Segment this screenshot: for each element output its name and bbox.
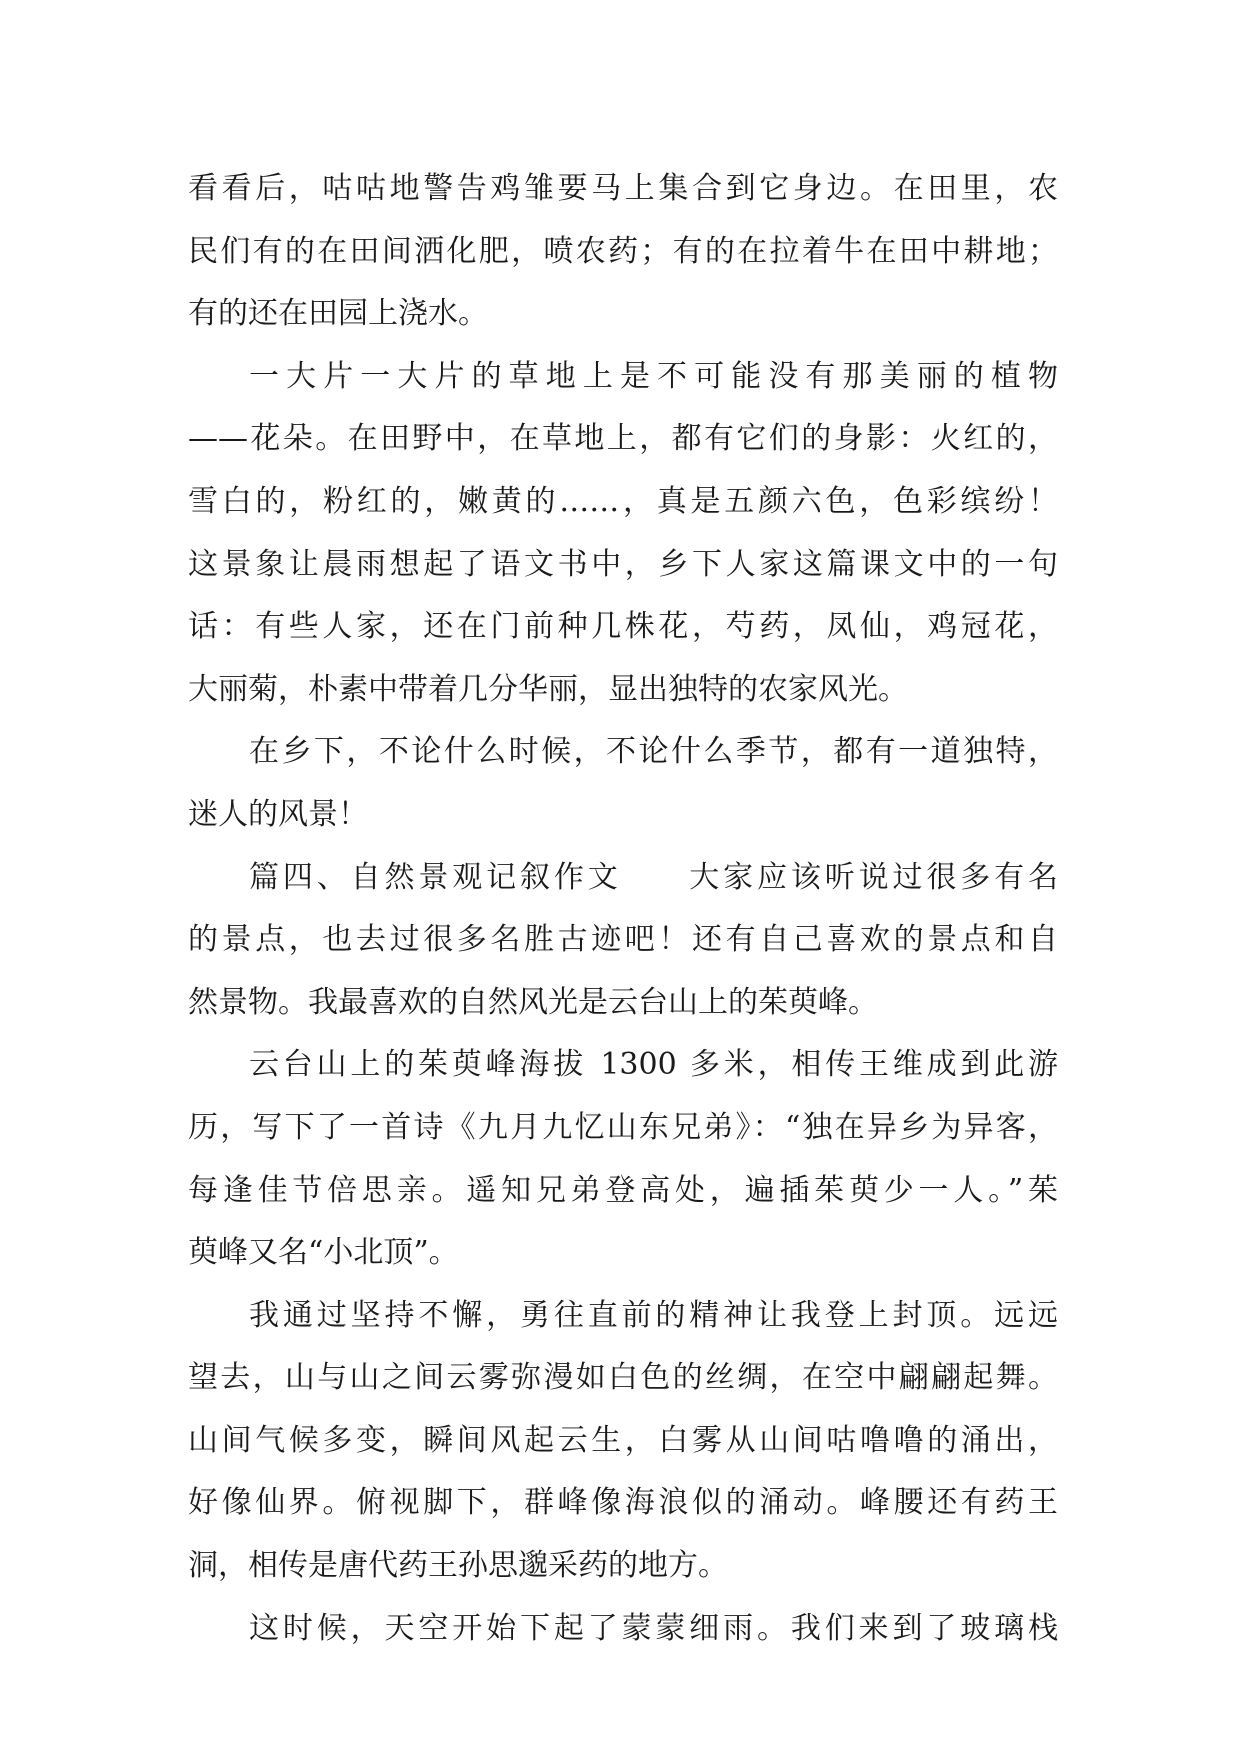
- text-line: 洞，相传是唐代药王孙思邈采药的地方。: [188, 1548, 728, 1584]
- text-line: ——花朵。在田野中，在草地上，都有它们的身影：火红的，: [188, 421, 1058, 457]
- text-line: 好像仙界。俯视脚下，群峰像海浪似的涌动。峰腰还有药王: [188, 1485, 1058, 1521]
- text-line: 迷人的风景！: [188, 796, 368, 832]
- text-line: 的景点，也去过很多名胜古迹吧！还有自己喜欢的景点和自: [188, 922, 1058, 958]
- text-line: 这景象让晨雨想起了语文书中，乡下人家这篇课文中的一句: [188, 546, 1058, 582]
- text-line: 大丽菊，朴素中带着几分华丽，显出独特的农家风光。: [188, 671, 908, 707]
- text-line: 望去，山与山之间云雾弥漫如白色的丝绸，在空中翩翩起舞。: [188, 1360, 1058, 1396]
- text-line: 看看后，咕咕地警告鸡雏要马上集合到它身边。在田里，农: [188, 171, 1058, 206]
- text-line: 这时候，天空开始下起了蒙蒙细雨。我们来到了玻璃栈: [249, 1610, 1058, 1646]
- text-line: 有的还在田园上浇水。: [188, 296, 488, 332]
- text-line: 雪白的，粉红的，嫩黄的……，真是五颜六色，色彩缤纷！: [188, 483, 1058, 519]
- text-line: 在乡下，不论什么时候，不论什么季节，都有一道独特，: [249, 734, 1058, 770]
- text-line: 萸峰又名“小北顶”。: [188, 1235, 459, 1271]
- text-line: 一大片一大片的草地上是不可能没有那美丽的植物: [249, 358, 1058, 394]
- text-line: 我通过坚持不懈，勇往直前的精神让我登上封顶。远远: [249, 1297, 1058, 1333]
- text-line: 话：有些人家，还在门前种几株花，芍药，凤仙，鸡冠花，: [188, 609, 1058, 645]
- text-line: 然景物。我最喜欢的自然风光是云台山上的茱萸峰。: [188, 984, 878, 1020]
- text-line: 民们有的在田间洒化肥，喷农药；有的在拉着牛在田中耕地；: [188, 233, 1058, 269]
- text-line: 云台山上的茱萸峰海拔 1300 多米，相传王维成到此游: [249, 1047, 1058, 1083]
- text-line: 每逢佳节倍思亲。遥知兄弟登高处，遍插茱萸少一人。”茱: [188, 1172, 1058, 1208]
- document-body: [188, 158, 1058, 1660]
- text-line: 篇四、自然景观记叙作文 大家应该听说过很多有名: [249, 859, 1058, 895]
- text-line: 山间气候多变，瞬间风起云生，白雾从山间咕噜噜的涌出，: [188, 1422, 1058, 1458]
- text-line: 历，写下了一首诗《九月九忆山东兄弟》：“独在异乡为异客，: [188, 1109, 1058, 1145]
